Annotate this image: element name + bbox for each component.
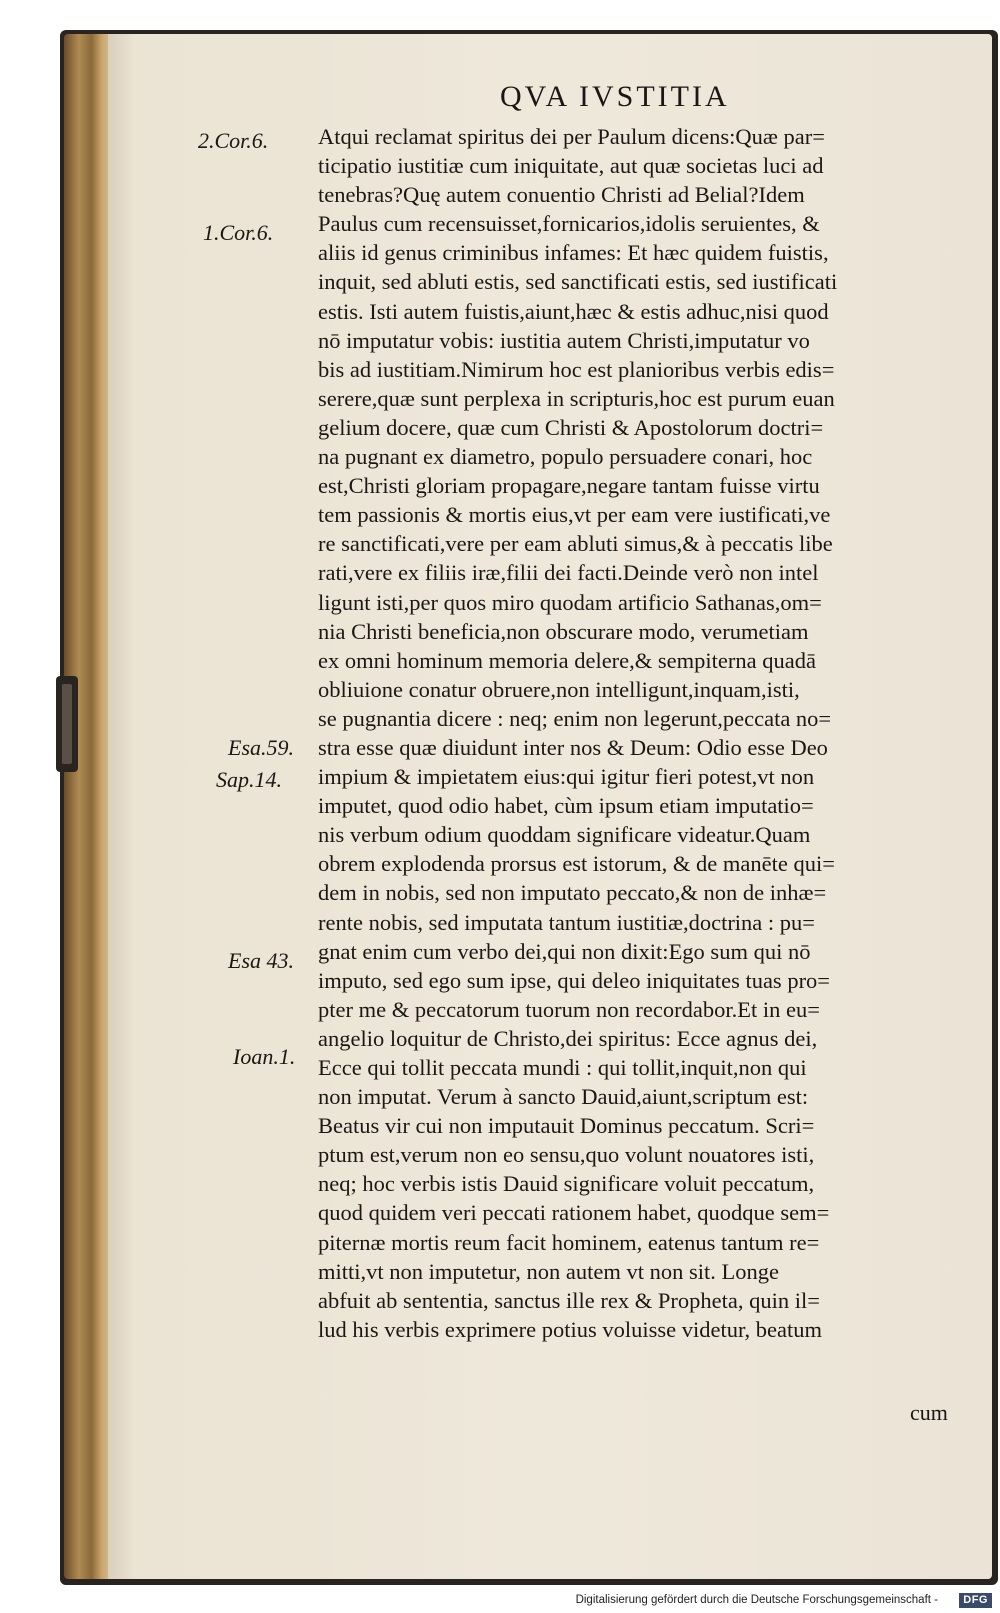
text-line: na pugnant ex diametro, populo persuadere conari, hoc [318, 444, 813, 470]
text-line: nis verbum odium quoddam significare videatur.Quam [318, 822, 811, 848]
text-line: stra esse quæ diuidunt inter nos & Deum: Odio esse Deo [318, 734, 828, 760]
text-line: imputet, quod odio habet, cùm ipsum etiam imputatio= [318, 793, 814, 819]
marginal-note: Ioan.1. [233, 1044, 296, 1069]
text-line: gelium docere, quæ cum Christi & Apostolorum doctri= [318, 414, 824, 440]
text-line: rati,vere ex filiis iræ,filii dei facti.Deinde verò non intel [318, 560, 819, 586]
book-fore-edge [64, 34, 114, 1579]
text-line: rente nobis, sed imputata tantum iustitiæ,doctrina : pu= [318, 909, 815, 935]
text-line: quod quidem veri peccati rationem habet, quodque sem= [318, 1200, 830, 1226]
footer-bar [0, 1590, 1000, 1613]
catchword: cum [910, 1400, 948, 1425]
dfg-logo: DFG [959, 1593, 992, 1608]
text-line: impium & impietatem eius:qui igitur fieri potest,vt non [318, 764, 815, 790]
marginal-note: 1.Cor.6. [203, 220, 274, 245]
text-line: tenebras?Quę autem conuentio Christi ad Belial?Idem [318, 182, 805, 208]
marginal-note: Sap.14. [216, 767, 282, 792]
text-line: se pugnantia dicere : neq; enim non legerunt,peccata no= [318, 705, 832, 731]
footer-credit: Digitalisierung gefördert durch die Deutsche Forschungsgemeinschaft - [575, 1594, 938, 1606]
book-clasp [56, 676, 78, 772]
text-line: pter me & peccatorum tuorum non recordabor.Et in eu= [318, 996, 820, 1022]
text-line: Atqui reclamat spiritus dei per Paulum dicens:Quæ par= [318, 124, 825, 149]
text-line: ticipatio iustitiæ cum iniquitate, aut quæ societas luci ad [318, 153, 824, 179]
text-line: obrem explodenda prorsus est istorum, & de manēte qui= [318, 851, 835, 877]
text-line: inquit, sed abluti estis, sed sanctificati estis, sed iustificati [318, 269, 838, 295]
running-head: QVA IVSTITIA [500, 80, 730, 113]
text-line: nia Christi beneficia,non obscurare modo, verumetiam [318, 618, 809, 644]
text-line: obliuione conatur obruere,non intelligunt,inquam,isti, [318, 676, 800, 702]
text-line: est,Christi gloriam propagare,negare tantam fuisse virtu [318, 473, 820, 499]
text-line: ex omni hominum memoria delere,& sempiterna quadā [318, 647, 816, 673]
text-line: neq; hoc verbis istis Dauid significare voluit peccatum, [318, 1171, 815, 1197]
text-line: dem in nobis, sed non imputato peccato,& non de inhæ= [318, 880, 827, 906]
text-line: aliis id genus criminibus infames: Et hæc quidem fuistis, [318, 240, 829, 266]
text-line: ptum est,verum non eo sensu,quo volunt nouatores isti, [318, 1142, 815, 1168]
text-line: abfuit ab sententia, sanctus ille rex & Propheta, quin il= [318, 1287, 820, 1313]
text-line: Ecce qui tollit peccata mundi : qui tollit,inquit,non qui [318, 1055, 807, 1080]
body-text [318, 122, 968, 1402]
text-line: ligunt isti,per quos miro quodam artificio Sathanas,om= [318, 589, 822, 615]
text-line: gnat enim cum verbo dei,qui non dixit:Ego sum qui nō [318, 938, 811, 964]
text-line: non imputat. Verum à sancto Dauid,aiunt,scriptum est: [318, 1084, 809, 1110]
text-line: serere,quæ sunt perplexa in scripturis,hoc est purum euan [318, 385, 835, 411]
text-line: re sanctificati,vere per eam abluti simus,& à peccatis libe [318, 531, 833, 557]
text-line: imputo, sed ego sum ipse, qui deleo iniquitates tuas pro= [318, 967, 830, 993]
text-line: Beatus vir cui non imputauit Dominus peccatum. Scri= [318, 1113, 815, 1139]
marginal-note: Esa 43. [228, 948, 294, 973]
text-line: Paulus cum recensuisset,fornicarios,idolis seruientes, & [318, 211, 820, 237]
text-line: mitti,vt non imputetur, non autem vt non sit. Longe [318, 1258, 779, 1284]
text-line: nō imputatur vobis: iustitia autem Christi,imputatur vo [318, 327, 810, 353]
text-line: estis. Isti autem fuistis,aiunt,hæc & estis adhuc,nisi quod [318, 298, 829, 324]
marginal-note: 2.Cor.6. [198, 128, 269, 153]
text-line: lud his verbis exprimere potius voluisse videtur, beatum [318, 1316, 823, 1342]
text-line: piternæ mortis reum facit hominem, eatenus tantum re= [318, 1229, 820, 1255]
text-line: tem passionis & mortis eius,vt per eam vere iustificati,ve [318, 502, 831, 528]
text-line: angelio loquitur de Christo,dei spiritus: Ecce agnus dei, [318, 1025, 818, 1051]
text-line: bis ad iustitiam.Nimirum hoc est planioribus verbis edis= [318, 356, 835, 382]
marginal-note: Esa.59. [228, 735, 294, 760]
